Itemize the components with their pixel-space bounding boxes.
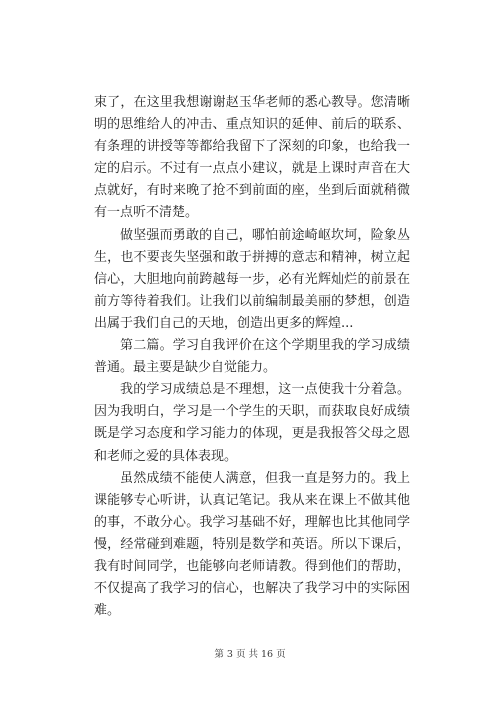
page-footer	[0, 646, 500, 660]
paragraph-4: 我的学习成绩总是不理想，这一点使我十分着急。因为我明白，学习是一个学生的天职，而获取良好成绩既是学习态度和学习能力的体现，更是我报答父母之恩和老师之爱的具体表现。	[94, 382, 410, 464]
paragraph-3: 第二篇。学习自我评价在这个学期里我的学习成绩普通。最主要是缺少自觉能力。	[94, 338, 410, 376]
paragraph-2: 做坚强而勇敢的自己，哪怕前途崎岖坎坷，险象丛生，也不要丧失坚强和敢于拼搏的意志和精神，树立起信心，大胆地向前跨越每一步，必有光辉灿烂的前景在前方等待着我们。让我们以前编制最美丽的梦想，创造出属于我们自己的天地，创造出更多的辉煌...	[94, 227, 410, 331]
body-text	[94, 92, 410, 622]
page-number-label: 第 3 页 共 16 页	[214, 649, 286, 660]
paragraph-1: 束了，在这里我想谢谢赵玉华老师的悉心教导。您清晰明的思维给人的冲击、重点知识的延伸、前后的联系、有条理的讲授等等都给我留下了深刻的印象，也给我一定的启示。不过有一点点小建议，就是上课时声音在大点就好，有时来晚了抢不到前面的座，坐到后面就稍微有一点听不清楚。	[94, 95, 410, 221]
paragraph-5: 虽然成绩不能使人满意，但我一直是努力的。我上课能够专心听讲，认真记笔记。我从来在课上不做其他的事，不敢分心。我学习基础不好，理解也比其他同学慢，经常碰到难题，特别是数学和英语。所以下课后，我有时间同学，也能够向老师请教。得到他们的帮助，不仅提高了我学习的信心，也解决了我学习中的实际困难。	[94, 470, 410, 619]
